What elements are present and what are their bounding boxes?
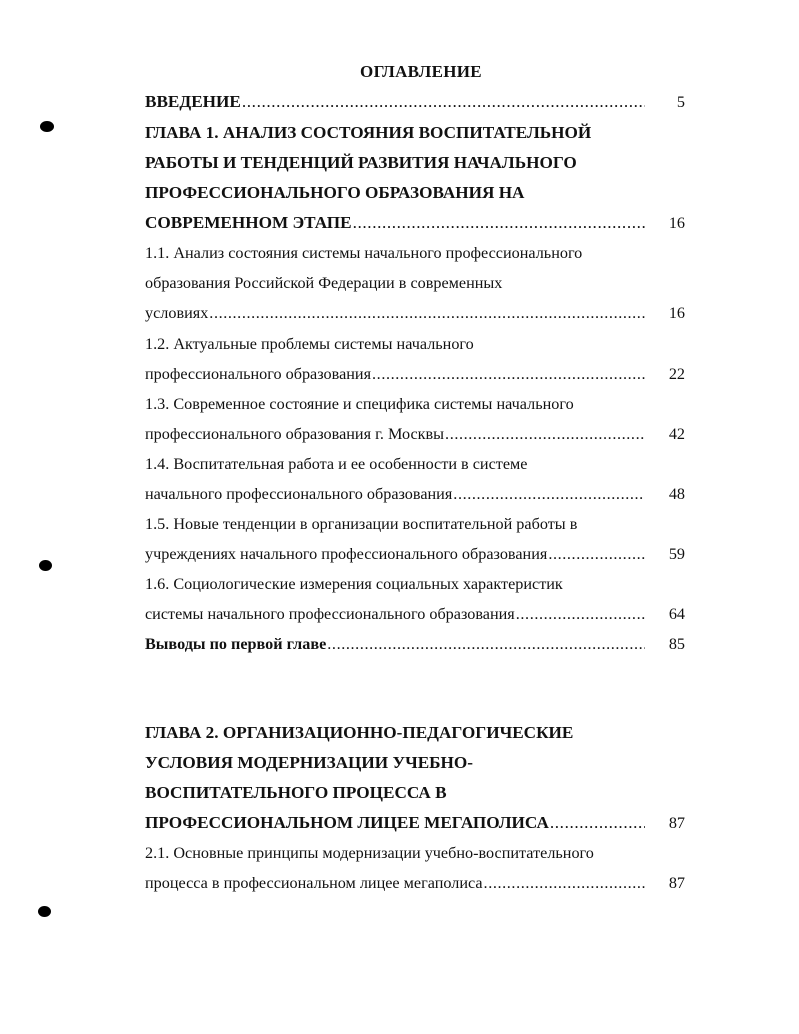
toc-chapter-2-line-2: УСЛОВИЯ МОДЕРНИЗАЦИИ УЧЕБНО-	[145, 753, 473, 772]
page-number: 16	[668, 214, 685, 232]
leader-dots	[484, 870, 645, 896]
toc-section-1-2-line-1: 1.2. Актуальные проблемы системы начального	[145, 335, 474, 353]
toc-chapter-1-line-1: ГЛАВА 1. АНАЛИЗ СОСТОЯНИЯ ВОСПИТАТЕЛЬНОЙ	[145, 123, 592, 142]
entry-text: системы начального профессионального образования	[145, 605, 515, 623]
toc-section-1-2-line-2	[145, 361, 685, 387]
entry-text: профессионального образования	[145, 365, 372, 383]
leader-dots	[353, 210, 645, 236]
toc-chapter-1-line-4	[145, 210, 685, 236]
leader-dots	[209, 300, 645, 326]
toc-chapter-2-line-1: ГЛАВА 2. ОРГАНИЗАЦИОННО-ПЕДАГОГИЧЕСКИЕ	[145, 723, 574, 742]
toc-chapter-2-line-3: ВОСПИТАТЕЛЬНОГО ПРОЦЕССА В	[145, 783, 447, 802]
leader-dots	[548, 541, 645, 567]
leader-dots	[327, 631, 645, 657]
scan-mark-icon	[39, 560, 52, 571]
entry-text: профессионального образования г. Москвы	[145, 425, 445, 443]
page-number: 85	[668, 635, 685, 653]
page-number: 22	[668, 365, 685, 383]
toc-section-1-4-line-2	[145, 481, 685, 507]
entry-text: условиях	[145, 304, 209, 322]
entry-text: ВВЕДЕНИЕ	[145, 92, 241, 111]
toc-chapter-1-line-2: РАБОТЫ И ТЕНДЕНЦИЙ РАЗВИТИЯ НАЧАЛЬНОГО	[145, 153, 577, 172]
leader-dots	[453, 481, 645, 507]
page-number: 42	[668, 425, 685, 443]
toc-entry-introduction	[145, 89, 685, 115]
scan-mark-icon	[38, 906, 51, 917]
toc-section-1-1-line-2: образования Российской Федерации в современных	[145, 274, 503, 292]
toc-section-1-1-line-3	[145, 300, 685, 326]
toc-chapter-2-line-4	[145, 810, 685, 836]
page-number: 59	[668, 545, 685, 563]
toc-section-1-5-line-1: 1.5. Новые тенденции в организации воспитательной работы в	[145, 515, 578, 533]
leader-dots	[516, 601, 645, 627]
page-number: 87	[668, 874, 685, 892]
entry-text: процесса в профессиональном лицее мегаполиса	[145, 874, 483, 892]
page-number: 48	[668, 485, 685, 503]
toc-chapter-1-line-3: ПРОФЕССИОНАЛЬНОГО ОБРАЗОВАНИЯ НА	[145, 183, 525, 202]
toc-chapter-1-conclusions	[145, 631, 685, 657]
page-number: 5	[676, 93, 685, 111]
toc-title: ОГЛАВЛЕНИЕ	[360, 62, 482, 81]
toc-section-2-1-line-2	[145, 870, 685, 896]
entry-text: учреждениях начального профессионального образования	[145, 545, 548, 563]
toc-section-1-6-line-2	[145, 601, 685, 627]
entry-text: Выводы по первой главе	[145, 635, 327, 653]
page-number: 16	[668, 304, 685, 322]
page-number: 87	[668, 814, 685, 832]
toc-section-1-3-line-1: 1.3. Современное состояние и специфика системы начального	[145, 395, 574, 413]
leader-dots	[550, 810, 645, 836]
leader-dots	[372, 361, 645, 387]
toc-section-2-1-line-1: 2.1. Основные принципы модернизации учебно-воспитательного	[145, 844, 594, 862]
toc-section-1-6-line-1: 1.6. Социологические измерения социальных характеристик	[145, 575, 563, 593]
scan-mark-icon	[40, 121, 54, 132]
page-number: 64	[668, 605, 685, 623]
entry-text: СОВРЕМЕННОМ ЭТАПЕ	[145, 213, 352, 232]
toc-section-1-3-line-2	[145, 421, 685, 447]
toc-section-1-1-line-1: 1.1. Анализ состояния системы начального профессионального	[145, 244, 583, 262]
toc-section-1-5-line-2	[145, 541, 685, 567]
leader-dots	[242, 89, 645, 115]
entry-text: ПРОФЕССИОНАЛЬНОМ ЛИЦЕЕ МЕГАПОЛИСА	[145, 813, 549, 832]
entry-text: начального профессионального образования	[145, 485, 453, 503]
toc-section-1-4-line-1: 1.4. Воспитательная работа и ее особенности в системе	[145, 455, 528, 473]
leader-dots	[445, 421, 645, 447]
